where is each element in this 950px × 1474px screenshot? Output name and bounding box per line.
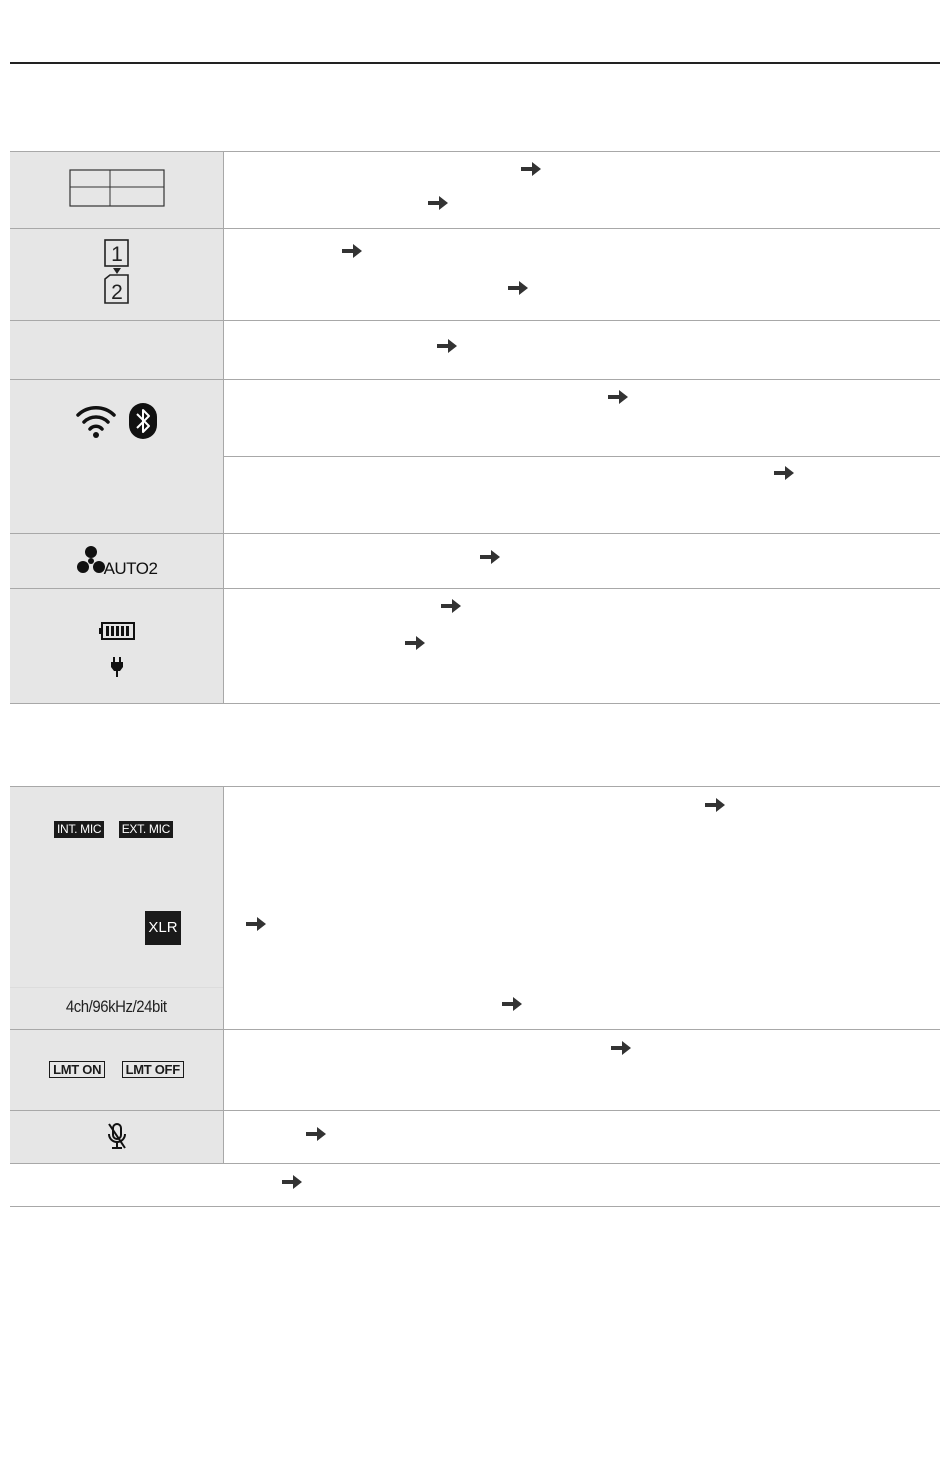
wifi-icon [76,403,116,439]
limiter-on-badge: LMT ON [49,1061,105,1078]
table-row [10,534,940,589]
desc-cell [224,787,941,1030]
arrow-right-icon [502,996,522,1012]
fan-icon [76,546,106,576]
grid-frame-icon [69,169,165,207]
icon-cell [10,589,224,704]
icon-cell [10,152,224,229]
limiter-off-badge: LMT OFF [122,1061,184,1078]
arrow-right-icon [608,389,628,405]
desc-cell [224,589,941,704]
table-row [10,380,940,457]
arrow-right-icon [428,195,448,211]
audio-format-label: 4ch/96kHz/24bit [66,997,167,1016]
card-relay-icon [102,237,132,307]
desc-cell [224,534,941,589]
table-row [10,152,940,229]
arrow-right-icon [441,598,461,614]
icon-cell [10,321,224,380]
table-row [10,229,940,321]
desc-cell [224,321,941,380]
icon-cell [10,534,224,589]
status-table-1 [10,151,940,704]
desc-cell [224,229,941,321]
arrow-right-icon [405,635,425,651]
table-row [10,1030,940,1111]
arrow-right-icon [282,1174,302,1190]
ext-mic-badge: EXT. MIC [119,821,173,838]
footer-note-row [10,1163,940,1207]
icon-cell [10,380,224,534]
arrow-right-icon [480,549,500,565]
icon-cell [10,1030,224,1111]
table-row [10,589,940,704]
desc-cell [224,1030,941,1111]
desc-cell [224,1111,941,1164]
arrow-right-icon [774,465,794,481]
microphone-mute-icon [107,1122,127,1152]
icon-cell [10,787,224,1030]
arrow-right-icon [508,280,528,296]
battery-icon [99,621,135,641]
arrow-right-icon [342,243,362,259]
arrow-right-icon [437,338,457,354]
table-row [10,1111,940,1164]
desc-cell [224,152,941,229]
power-plug-icon [111,657,123,677]
icon-cell [10,229,224,321]
arrow-right-icon [246,916,266,932]
arrow-right-icon [705,797,725,813]
desc-cell [224,380,941,457]
icon-cell [10,1111,224,1164]
fan-mode-label: AUTO2 [103,558,158,578]
table-row [10,787,940,1030]
table-row [10,321,940,380]
arrow-right-icon [306,1126,326,1142]
status-table-2 [10,786,940,1164]
int-mic-badge: INT. MIC [54,821,104,838]
bluetooth-icon [128,402,158,440]
arrow-right-icon [521,161,541,177]
card-slot-2-label: 2 [110,281,123,304]
card-slot-1-label: 1 [110,243,123,266]
xlr-badge: XLR [145,911,181,945]
arrow-right-icon [611,1040,631,1056]
desc-cell [224,457,941,534]
top-rule [10,62,940,64]
